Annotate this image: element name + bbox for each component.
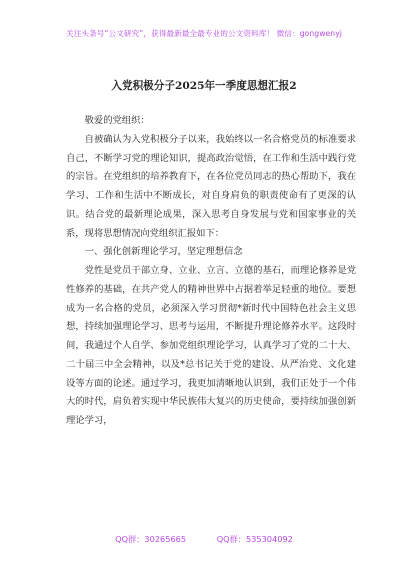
promo-banner-top: 关注头条号“公文研究”，获得最新最全最专业的公文资料库！ 微信：gongwenyj: [66, 29, 342, 38]
salutation: 敬爱的党组织：: [84, 115, 150, 126]
promo-banner-bottom: [0, 534, 408, 545]
section-heading: 一、强化创新理论学习，坚定理想信念: [84, 246, 243, 258]
body-paragraph-theory: 党性是党员干部立身、立业、立言、立德的基石，而理论修养是党性修养的基础，在共产党人的精神世界中占据着举足轻重的地位。要想成为一名合格的党员，必须深入学习贯彻*新时代中国特色社会主义思想，持续加强理论学习、思考与运用，不断提升理论修养水平。这段时间，我通过个人自学、参加党组织理论学习，认真学习了党的二十大、二十届三中全会精神，以及*总书记关于党的建设、从严治党、文化建设等方面的论述。通过学习，我更加清晰地认识到，我们正处于一个伟大的时代，肩负着实现中华民族伟大复兴的历史使命，要持续加强创新理论学习，: [66, 265, 356, 426]
qq-group-2: QQ群：535304092: [216, 534, 293, 544]
qq-group-1: QQ群：30265665: [115, 534, 187, 544]
body-paragraph-intro: 自被确认为入党积极分子以来，我始终以一名合格党员的标准要求自己，不断学习党的理论知识，提高政治觉悟，在工作和生活中践行党的宗旨。在党组织的培养教育下，在各位党员同志的热心帮助下，我在学习、工作和生活中不断成长，对自身肩负的职责使命有了更深的认识。结合党的最新理论成果，深入思考自身发展与党和国家事业的关系，现将思想情况向党组织汇报如下：: [66, 133, 356, 239]
document-body: [66, 112, 356, 431]
document-title: 入党积极分子2025年一季度思想汇报2: [111, 80, 297, 92]
